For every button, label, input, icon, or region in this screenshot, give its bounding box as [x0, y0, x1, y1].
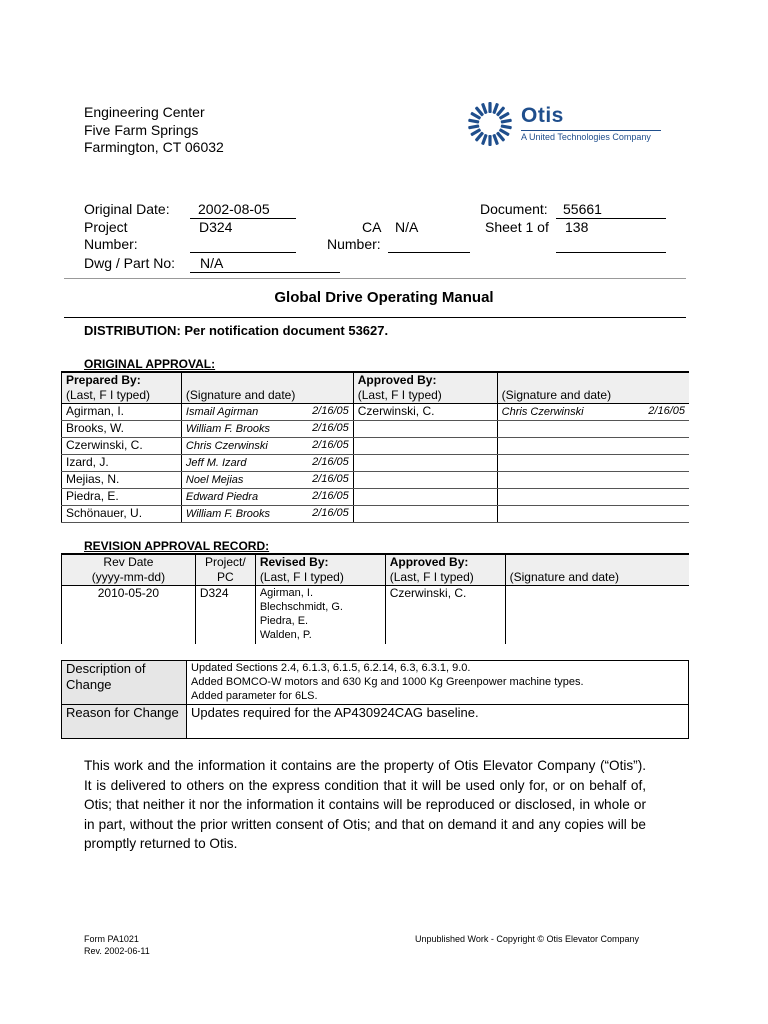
- signature-date: 2/16/05: [312, 439, 349, 451]
- approver-name-cell: [353, 455, 497, 472]
- signature-text: Chris Czerwinski: [501, 406, 584, 418]
- original-approval-heading: ORIGINAL APPROVAL:: [84, 357, 216, 371]
- project-col-label: Project/: [204, 555, 246, 569]
- reason-cell: Updates required for the AP430924CAG baseline.: [187, 705, 689, 739]
- signature-date: 2/16/05: [312, 507, 349, 519]
- revised-by-name: Piedra, E.: [259, 615, 309, 627]
- approved-signature-label: (Signature and date): [501, 388, 612, 402]
- header-cell: [62, 372, 182, 404]
- table-row: [62, 586, 690, 644]
- project-value: D324: [199, 219, 233, 235]
- address-line: Five Farm Springs: [84, 121, 199, 138]
- preparer-signature-cell: [181, 404, 353, 421]
- signature-date: 2/16/05: [312, 422, 349, 434]
- table-header-row: [62, 554, 690, 586]
- document-title: Global Drive Operating Manual: [274, 289, 494, 306]
- original-date-label: Original Date:: [84, 201, 170, 217]
- signature-text: Edward Piedra: [185, 491, 259, 503]
- approver-name-cell: [353, 506, 497, 523]
- project-number-label: Number:: [84, 236, 138, 252]
- header-cell: [255, 554, 385, 586]
- revision-approval-table: [61, 553, 689, 644]
- header-cell: [385, 554, 505, 586]
- description-line: Added BOMCO-W motors and 630 Kg and 1000 Kg Greenpower machine types.: [191, 676, 584, 688]
- document-label: Document:: [480, 201, 548, 217]
- preparer-signature-cell: [181, 489, 353, 506]
- approver-name-cell: [353, 421, 497, 438]
- project-label: Project: [84, 219, 128, 235]
- sheet-underline: [556, 252, 666, 253]
- header-cell: [195, 554, 255, 586]
- signature-date: 2/16/05: [648, 405, 685, 417]
- preparer-name: Czerwinski, C.: [66, 438, 143, 452]
- address-line: Engineering Center: [84, 104, 205, 120]
- ca-label: CA: [362, 219, 382, 235]
- approver-name-cell: [353, 472, 497, 489]
- rev-approved-fi-label: (Last, F I typed): [389, 570, 474, 584]
- preparer-name-cell: [62, 472, 182, 489]
- table-row: [62, 489, 690, 506]
- revised-by-name: Walden, P.: [259, 629, 312, 641]
- header-cell: [505, 554, 689, 586]
- preparer-signature-cell: [181, 506, 353, 523]
- table-row: [62, 421, 690, 438]
- footer-form: Form PA1021: [84, 934, 139, 944]
- original-date-value: 2002-08-05: [190, 201, 296, 219]
- dwg-value: N/A: [190, 255, 340, 273]
- rev-approved-by-label: Approved By:: [389, 555, 469, 569]
- preparer-name: Mejias, N.: [66, 472, 120, 486]
- revised-by-name: Agirman, I.: [259, 587, 313, 599]
- divider: [64, 317, 686, 318]
- distribution-note: DISTRIBUTION: Per notification document 53627.: [84, 323, 389, 338]
- header-cell: [497, 372, 689, 404]
- preparer-signature-cell: [181, 472, 353, 489]
- rev-signature-cell: [505, 586, 689, 644]
- signature-label: (Signature and date): [185, 388, 296, 402]
- signature-date: 2/16/05: [312, 473, 349, 485]
- proprietary-notice: This work and the information it contains are the property of Otis Elevator Company (“Otis”). It is delivered to others on the express condition that it will be used only for, or on behalf of, Otis; that neither it nor the information it contains will be reproduced or disclosed, in whole or in part, without the prior written consent of Otis; and that on demand it and any copies will be promptly returned to Otis.: [84, 758, 646, 851]
- signature-date: 2/16/05: [312, 405, 349, 417]
- rev-project-cell: D324: [195, 586, 255, 644]
- table-header-row: [62, 372, 690, 404]
- table-row: [62, 404, 690, 421]
- signature-text: Noel Mejias: [185, 474, 244, 486]
- signature-text: Jeff M. Izard: [185, 457, 247, 469]
- header-cell: [181, 372, 353, 404]
- signature-text: Ismail Agirman: [185, 406, 259, 418]
- pc-col-label: PC: [216, 570, 234, 584]
- ca-number-label: Number:: [327, 236, 381, 252]
- divider: [64, 278, 686, 279]
- signature-date: 2/16/05: [312, 456, 349, 468]
- description-cell: [187, 661, 689, 705]
- sheet-label: Sheet 1 of: [485, 219, 549, 235]
- signature-text: Chris Czerwinski: [185, 440, 268, 452]
- logo-name: Otis: [521, 104, 564, 127]
- last-fi-label: (Last, F I typed): [66, 388, 151, 402]
- preparer-signature-cell: [181, 421, 353, 438]
- project-number-underline: [190, 252, 296, 253]
- dwg-label: Dwg / Part No:: [84, 255, 176, 271]
- preparer-name-cell: [62, 455, 182, 472]
- signature-text: William F. Brooks: [185, 508, 270, 520]
- table-row: [62, 472, 690, 489]
- otis-logo-icon: [464, 100, 516, 148]
- original-approval-table: [61, 371, 689, 523]
- preparer-name-cell: [62, 489, 182, 506]
- revision-approval-heading: REVISION APPROVAL RECORD:: [84, 539, 270, 553]
- change-table: [61, 660, 689, 739]
- description-line: Added parameter for 6LS.: [191, 690, 318, 702]
- table-row: [62, 705, 689, 739]
- rev-date-format: (yyyy-mm-dd): [91, 570, 166, 584]
- approver-name-cell: [353, 404, 497, 421]
- ca-number-underline: [388, 252, 470, 253]
- approver-signature-cell: [497, 472, 689, 489]
- header-cell: [62, 554, 196, 586]
- preparer-signature-cell: [181, 455, 353, 472]
- description-label: Description of Change: [62, 661, 187, 705]
- approved-by-label: Approved By:: [357, 373, 437, 387]
- approver-signature-cell: [497, 438, 689, 455]
- document-value: 55661: [556, 201, 666, 219]
- sheet-value: 138: [565, 219, 589, 235]
- table-row: [62, 438, 690, 455]
- rev-date-cell: 2010-05-20: [62, 586, 196, 644]
- approver-signature-cell: [497, 455, 689, 472]
- approver-name: Czerwinski, C.: [357, 404, 435, 418]
- table-row: [62, 506, 690, 523]
- table-row: [62, 455, 690, 472]
- signature-date: 2/16/05: [312, 490, 349, 502]
- footer-rev: Rev. 2002-06-11: [84, 946, 150, 956]
- preparer-name-cell: [62, 506, 182, 523]
- preparer-name-cell: [62, 421, 182, 438]
- reason-label: Reason for Change: [62, 705, 187, 739]
- approver-name-cell: [353, 489, 497, 506]
- approver-signature-cell: [497, 404, 689, 421]
- header-cell: [353, 372, 497, 404]
- description-line: Updated Sections 2.4, 6.1.3, 6.1.5, 6.2.14, 6.3, 6.3.1, 9.0.: [191, 662, 471, 674]
- approved-last-fi-label: (Last, F I typed): [357, 388, 442, 402]
- approver-signature-cell: [497, 506, 689, 523]
- rev-date-label: Rev Date: [103, 555, 154, 569]
- preparer-signature-cell: [181, 438, 353, 455]
- preparer-name-cell: [62, 438, 182, 455]
- approver-signature-cell: [497, 421, 689, 438]
- revised-fi-label: (Last, F I typed): [259, 570, 344, 584]
- address-line: Farmington, CT 06032: [84, 139, 224, 155]
- signature-text: William F. Brooks: [185, 423, 270, 435]
- approver-name-cell: [353, 438, 497, 455]
- footer-copyright: Unpublished Work - Copyright © Otis Elevator Company: [415, 934, 640, 944]
- logo-tagline: A United Technologies Company: [521, 132, 651, 142]
- logo-divider: [521, 130, 661, 131]
- rev-signature-label: (Signature and date): [509, 570, 620, 584]
- sender-address: [84, 104, 224, 157]
- table-row: [62, 661, 689, 705]
- rev-revised-by-cell: [255, 586, 385, 644]
- preparer-name-cell: [62, 404, 182, 421]
- preparer-name: Piedra, E.: [66, 489, 119, 503]
- prepared-by-label: Prepared By:: [66, 373, 141, 387]
- preparer-name: Schönauer, U.: [66, 506, 143, 520]
- preparer-name: Agirman, I.: [66, 404, 125, 418]
- revised-by-name: Blechschmidt, G.: [259, 601, 343, 613]
- preparer-name: Izard, J.: [66, 455, 109, 469]
- preparer-name: Brooks, W.: [66, 421, 125, 435]
- approver-signature-cell: [497, 489, 689, 506]
- rev-approved-by-cell: Czerwinski, C.: [385, 586, 505, 644]
- revised-by-label: Revised By:: [259, 555, 329, 569]
- ca-value: N/A: [395, 219, 419, 235]
